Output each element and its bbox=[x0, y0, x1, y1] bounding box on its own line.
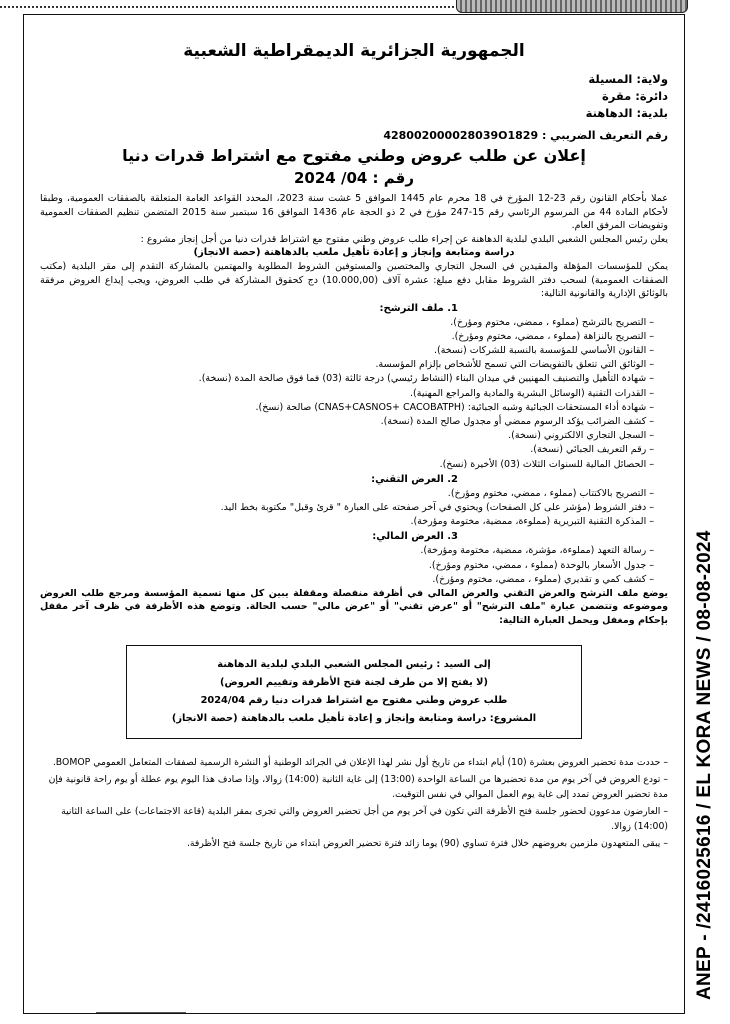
section-heading-candidature: 1. ملف الترشح: bbox=[379, 302, 458, 314]
list-item: – التصريح بالاكتتاب (مملوء ، ممضي، مختوم ومؤرخ). bbox=[40, 487, 654, 501]
note-item: – تودع العروض في آخر يوم من مدة تحضيرها من الساعة الواحدة (13:00) إلى غاية الثانية (14:00) زوالا، وإذا صادف هذا اليوم يوم عطلة أو يوم راحة قانونية فإن مدة تحضير العروض تمدد إلى غاية يوم العمل الموالي في نفس التوقيت. bbox=[40, 772, 668, 802]
box-line-tender: طلب عروض وطني مفتوح مع اشتراط قدرات دنيا رقم 2024/04 bbox=[200, 695, 508, 707]
list-item: – التصريح بالترشح (مملوء ، ممضي، مختوم ومؤرخ). bbox=[40, 316, 654, 330]
note-item: – العارضون مدعوون لحضور جلسة فتح الأظرفة التي تكون في آخر يوم من أجل تحضير العروض والتي تجرى بمقر البلدية (قاعة الاجتماعات) على الساعة الثانية (14:00) زوالا. bbox=[40, 804, 668, 834]
technical-list bbox=[40, 487, 668, 530]
list-item: – شهادة أداء المستحقات الجبائية وشبه الجبائية: (CNAS+CASNOS+ CACOBATPH) صالحة (نسخ). bbox=[40, 401, 654, 415]
box-line-notice: (لا يفتح إلا من طرف لجنة فتح الأظرفة وتقييم العروض) bbox=[220, 677, 488, 689]
list-item: – رقم التعريف الجبائي (نسخة). bbox=[40, 443, 654, 457]
daira-line: دائرة: مقرة bbox=[601, 89, 668, 103]
announcement-title: إعلان عن طلب عروض وطني مفتوح مع اشتراط قدرات دنيا bbox=[122, 146, 586, 165]
project-name: دراسة ومتابعة وإنجاز و إعادة تأهيل ملعب بالدهاهنة (حصة الانجاز) bbox=[193, 247, 515, 258]
list-item: – الوثائق التي تتعلق بالتفويضات التي تسمح للأشخاص بإلزام المؤسسة. bbox=[40, 358, 654, 372]
wilaya-line: ولاية: المسيلة bbox=[588, 72, 668, 86]
bottom-rule bbox=[96, 1012, 186, 1013]
ad-content bbox=[40, 41, 669, 853]
announcement-paragraph: يعلن رئيس المجلس الشعبي البلدي لبلدية الدهاهنة عن إجراء طلب عروض وطني مفتوح مع اشتراط قدرات دنيا من أجل إنجاز مشروع : bbox=[140, 233, 668, 245]
commune-line: بلدية: الدهاهنة bbox=[585, 106, 668, 120]
financial-list bbox=[40, 544, 668, 587]
envelope-address-box bbox=[126, 645, 582, 739]
note-item: – يبقى المتعهدون ملزمين بعروضهم خلال فترة تساوي (90) يوما زائد فترة تحضير العروض ابتداء من تاريخ جلسة فتح الأظرفة. bbox=[40, 836, 668, 851]
announcement-number: رقم : 04/ 2024 bbox=[294, 169, 414, 187]
section-heading-financial: 3. العرض المالي: bbox=[372, 531, 458, 543]
tax-id-line: رقم التعريف الضريبي : 428002000028039O1829 bbox=[383, 129, 668, 142]
list-item: – الحصائل المالية للسنوات الثلاث (03) الأخيرة (نسخ). bbox=[40, 458, 654, 472]
notes-list bbox=[40, 755, 668, 851]
list-item: – جدول الأسعار بالوحدة (مملوء ، ممضي، مختوم ومؤرخ). bbox=[40, 559, 654, 573]
list-item: – دفتر الشروط (مؤشر على كل الصفحات) ويحتوي في آخر صفحته على العبارة " قرئ وقبل" مكتوبة بخط اليد. bbox=[40, 501, 654, 515]
list-item: – القدرات التقنية (الوسائل البشرية والمادية والمراجع المهنية). bbox=[40, 387, 654, 401]
top-dotted-rule bbox=[0, 6, 458, 8]
republic-title: الجمهورية الجزائرية الديمقراطية الشعبية bbox=[183, 41, 525, 61]
list-item: – كشف الضرائب يؤكد الرسوم ممضي أو مجدول صالح المدة (نسخة). bbox=[40, 415, 654, 429]
newspaper-logo bbox=[456, 0, 688, 13]
list-item: – السجل التجاري الالكتروني (نسخة). bbox=[40, 429, 654, 443]
list-item: – القانون الأساسي للمؤسسة بالنسبة للشركات (نسخة). bbox=[40, 344, 654, 358]
candidature-list bbox=[40, 316, 668, 472]
box-line-addressee: إلى السيد : رئيس المجلس الشعبي البلدي لبلدية الدهاهنة bbox=[217, 659, 491, 671]
legal-basis-paragraph: عملا بأحكام القانون رقم 23-12 المؤرخ في 18 محرم عام 1445 الموافق 5 غشت سنة 2023، المحدد القواعد العامة المتعلقة بالصفقات العمومية، وطبقا لأحكام المادة 44 من المرسوم الرئاسي رقم 15-247 مؤرخ في 2 ذو الحجة عام 1436 الموافق 16 سبتمبر سنة 2015 المتضمن تنظيم الصفقات العمومية وتفويضات المرفق العام. bbox=[40, 193, 669, 231]
envelope-instructions: يوضع ملف الترشح والعرض التقني والعرض المالي في أظرفة منفصلة ومقفلة يبين كل منها تسمية المؤسسة ومرجع طلب العروض وموضوعه وتتضمن عبارة "ملف الترشح" أو "عرض تقني" أو "عرض مالي" حسب الحالة. وتوضع هذه الأظرفة في ظرف آخر مقفل بإحكام ومغفل ويحمل العبارة التالية: bbox=[40, 587, 668, 626]
list-item: – المذكرة التقنية التبريرية (مملوءة، ممضية، مختومة ومؤرخة). bbox=[40, 515, 654, 529]
box-line-project: المشروع: دراسة ومتابعة وإنجاز و إعادة تأهيل ملعب بالدهاهنة (حصة الانجاز) bbox=[171, 713, 537, 725]
side-publication-label: ANEP - /2416025616 / EL KORA NEWS / 08-08-2024 bbox=[694, 530, 715, 1000]
note-item: – حددت مدة تحضير العروض بعشرة (10) أيام ابتداء من تاريخ أول نشر لهذا الإعلان في الجرائد الوطنية أو النشرة الرسمية لصفقات المتعامل العمومي BOMOP. bbox=[40, 755, 668, 770]
list-item: – شهادة التأهيل والتصنيف المهنيين في ميدان البناء (النشاط رئيسي) درجة ثالثة (03) فما فوق صالحة المدة (نسخة). bbox=[40, 372, 654, 386]
list-item: – كشف كمي و تقديري (مملوء ، ممضي، مختوم ومؤرخ). bbox=[40, 573, 654, 587]
list-item: – التصريح بالنزاهة (مملوء ، ممضي، مختوم ومؤرخ). bbox=[40, 330, 654, 344]
section-heading-technical: 2. العرض التقني: bbox=[371, 473, 458, 485]
eligibility-paragraph: يمكن للمؤسسات المؤهلة والمقيدين في السجل التجاري والمختصين والمستوفين الشروط المطلوبة والمهتمين بالمشاركة التقدم إلى مقر البلدية (مكتب الصفقات العمومية) لسحب دفتر الشروط مقابل دفع مبلغ: عشرة آلاف (10.000,00) دج كحقوق المشاركة في طلب العروض، ويجب إيداع العروض مرفقة بالوثائق الإدارية والقانونية التالية: bbox=[40, 261, 668, 299]
list-item: – رسالة التعهد (مملوءة، مؤشرة، ممضية، مختومة ومؤرخة). bbox=[40, 544, 654, 558]
